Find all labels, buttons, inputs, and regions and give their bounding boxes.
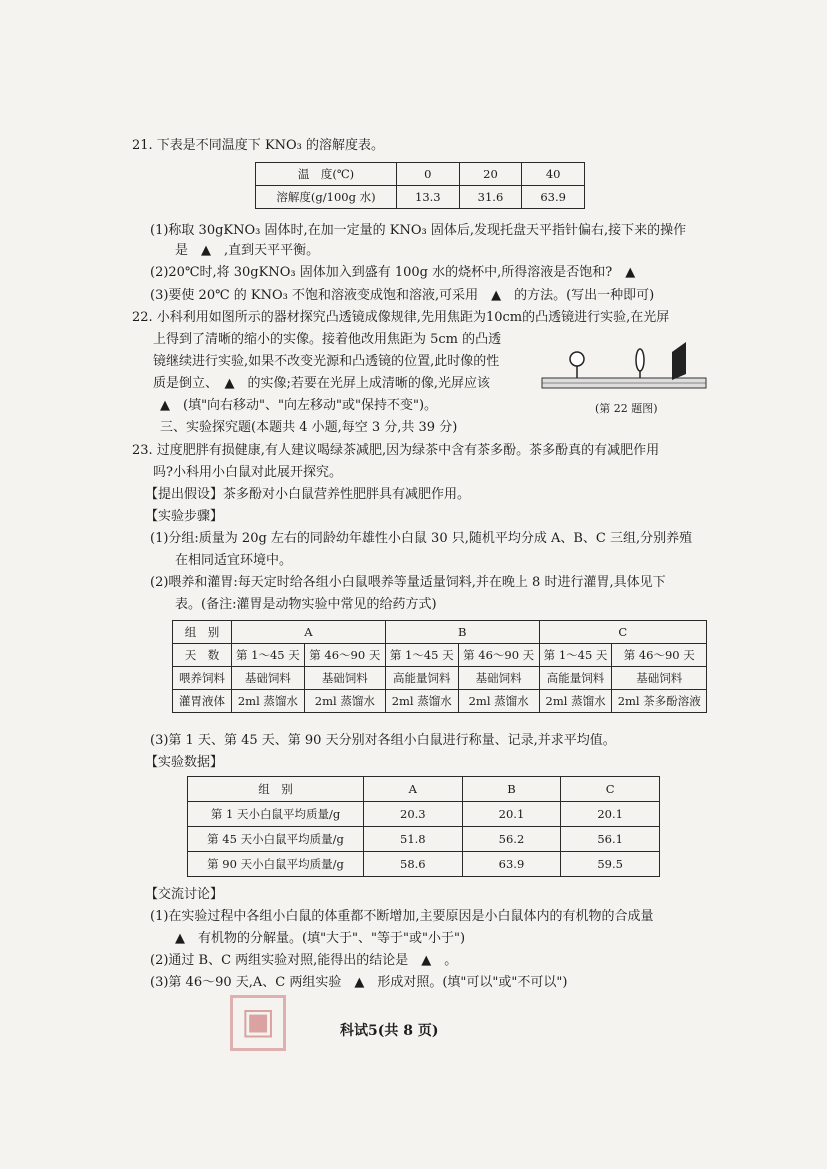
table-cell: 基础饲料 <box>304 667 385 690</box>
table-cell: 第 1 天小白鼠平均质量/g <box>188 802 364 827</box>
table-cell: C <box>561 777 660 802</box>
table-cell: 13.3 <box>397 186 460 209</box>
q23-line2: 吗?小科用小白鼠对此展开探究。 <box>153 465 342 480</box>
table-row <box>256 186 585 209</box>
table-cell: 63.9 <box>522 186 585 209</box>
table-cell: A <box>232 621 386 644</box>
table-cell: 第 1～45 天 <box>539 644 612 667</box>
q23-discussion1-line2: ▲ 有机物的分解量。(填"大于"、"等于"或"小于") <box>175 931 466 946</box>
table-cell: 第 1～45 天 <box>232 644 305 667</box>
convex-lens <box>636 349 644 371</box>
q22-line5: ▲ (填"向右移动"、"向左移动"或"保持不变")。 <box>160 398 438 413</box>
q21-part3: (3)要使 20℃ 的 KNO₃ 不饱和溶液变成饱和溶液,可采用 ▲ 的方法。(写出一种即可) <box>150 288 655 303</box>
q22-line1: 22. 小科利用如图所示的器材探究凸透镜成像规律,先用焦距为10cm的凸透镜进行实验,在光屏 <box>132 310 670 325</box>
table-row <box>188 802 660 827</box>
q22-figure-caption: (第 22 题图) <box>595 402 658 415</box>
table-cell: 基础饲料 <box>232 667 305 690</box>
table-cell: B <box>385 621 539 644</box>
q23-feeding-table <box>172 620 707 713</box>
q23-discussion1-line1: (1)在实验过程中各组小白鼠的体重都不断增加,主要原因是小白鼠体内的有机物的合成量 <box>150 909 654 924</box>
table-cell: 20.1 <box>561 802 660 827</box>
q23-weight-data-table <box>187 776 660 877</box>
table-cell: 第 46～90 天 <box>304 644 385 667</box>
q21-stem: 21. 下表是不同温度下 KNO₃ 的溶解度表。 <box>132 138 385 153</box>
q21-solubility-table <box>255 162 585 209</box>
table-cell: 2ml 蒸馏水 <box>539 690 612 713</box>
table-cell: 20.3 <box>364 802 463 827</box>
q23-discussion2: (2)通过 B、C 两组实验对照,能得出的结论是 ▲ 。 <box>150 953 458 968</box>
table-cell: B <box>462 777 561 802</box>
table-row <box>173 690 707 713</box>
table-cell: 高能量饲料 <box>539 667 612 690</box>
watermark-stamp: ▣ <box>230 995 286 1051</box>
table-cell: 第 46～90 天 <box>458 644 539 667</box>
q23-discussion3: (3)第 46～90 天,A、C 两组实验 ▲ 形成对照。(填"可以"或"不可以") <box>150 975 568 990</box>
table-row <box>173 621 707 644</box>
light-screen <box>672 342 686 380</box>
q21-part1-line2: 是 ▲ ,直到天平平衡。 <box>175 243 320 258</box>
table-cell: 59.5 <box>561 852 660 877</box>
table-cell: 基础饲料 <box>612 667 707 690</box>
table-cell: 2ml 茶多酚溶液 <box>612 690 707 713</box>
section-3-heading: 三、实验探究题(本题共 4 小题,每空 3 分,共 39 分) <box>160 420 458 435</box>
optical-bench-figure <box>540 340 708 400</box>
table-cell: 56.2 <box>462 827 561 852</box>
table-cell: 第 1～45 天 <box>385 644 458 667</box>
q23-data-title: 【实验数据】 <box>145 755 224 770</box>
table-cell: 2ml 蒸馏水 <box>385 690 458 713</box>
q23-discussion-title: 【交流讨论】 <box>145 887 224 902</box>
table-cell: 第 46～90 天 <box>612 644 707 667</box>
q23-step2-line1: (2)喂养和灌胃:每天定时给各组小白鼠喂养等量适量饲料,并在晚上 8 时进行灌胃,具体见下 <box>150 575 666 590</box>
table-cell: 56.1 <box>561 827 660 852</box>
table-cell: 2ml 蒸馏水 <box>458 690 539 713</box>
table-row <box>188 777 660 802</box>
table-cell: 组 别 <box>173 621 232 644</box>
table-cell: 喂养饲料 <box>173 667 232 690</box>
q23-hypothesis: 【提出假设】茶多酚对小白鼠营养性肥胖具有减肥作用。 <box>145 487 471 502</box>
table-row <box>188 852 660 877</box>
q23-step2-line2: 表。(备注:灌胃是动物实验中常见的给药方式) <box>175 597 437 612</box>
table-cell: 20 <box>459 163 522 186</box>
table-cell: 2ml 蒸馏水 <box>304 690 385 713</box>
q23-step1-line2: 在相同适宜环境中。 <box>175 553 293 568</box>
page-footer: 科试5(共 8 页) <box>340 1023 439 1039</box>
q23-steps-title: 【实验步骤】 <box>145 509 224 524</box>
table-row <box>256 163 585 186</box>
table-cell: 0 <box>397 163 460 186</box>
table-cell: 20.1 <box>462 802 561 827</box>
table-cell: 第 90 天小白鼠平均质量/g <box>188 852 364 877</box>
table-cell: 天 数 <box>173 644 232 667</box>
table-cell: 2ml 蒸馏水 <box>232 690 305 713</box>
table-row <box>188 827 660 852</box>
table-cell: 51.8 <box>364 827 463 852</box>
table-cell: 31.6 <box>459 186 522 209</box>
table-cell: C <box>539 621 706 644</box>
table-cell: 第 45 天小白鼠平均质量/g <box>188 827 364 852</box>
table-cell: 40 <box>522 163 585 186</box>
q21-part2: (2)20℃时,将 30gKNO₃ 固体加入到盛有 100g 水的烧杯中,所得溶液是否饱和? ▲ <box>150 265 636 280</box>
table-cell: 63.9 <box>462 852 561 877</box>
table-row <box>173 644 707 667</box>
table-row <box>173 667 707 690</box>
table-cell: 基础饲料 <box>458 667 539 690</box>
q23-step3: (3)第 1 天、第 45 天、第 90 天分别对各组小白鼠进行称量、记录,并求平均值。 <box>150 733 616 748</box>
table-cell: 高能量饲料 <box>385 667 458 690</box>
table-cell: A <box>364 777 463 802</box>
light-source <box>570 352 584 366</box>
q23-line1: 23. 过度肥胖有损健康,有人建议喝绿茶减肥,因为绿茶中含有茶多酚。茶多酚真的有减肥作用 <box>132 443 660 458</box>
q23-step1-line1: (1)分组:质量为 20g 左右的同龄幼年雄性小白鼠 30 只,随机平均分成 A、B、C 三组,分别养殖 <box>150 531 693 546</box>
q21-part1-line1: (1)称取 30gKNO₃ 固体时,在加一定量的 KNO₃ 固体后,发现托盘天平指针偏右,接下来的操作 <box>150 223 687 238</box>
table-cell: 温 度(℃) <box>256 163 397 186</box>
q22-line3: 镜继续进行实验,如果不改变光源和凸透镜的位置,此时像的性 <box>153 354 500 369</box>
q22-line4: 质是倒立、 ▲ 的实像;若要在光屏上成清晰的像,光屏应该 <box>153 376 491 391</box>
q22-line2: 上得到了清晰的缩小的实像。接着他改用焦距为 5cm 的凸透 <box>153 332 502 347</box>
table-cell: 组 别 <box>188 777 364 802</box>
table-cell: 58.6 <box>364 852 463 877</box>
table-cell: 灌胃液体 <box>173 690 232 713</box>
table-cell: 溶解度(g/100g 水) <box>256 186 397 209</box>
